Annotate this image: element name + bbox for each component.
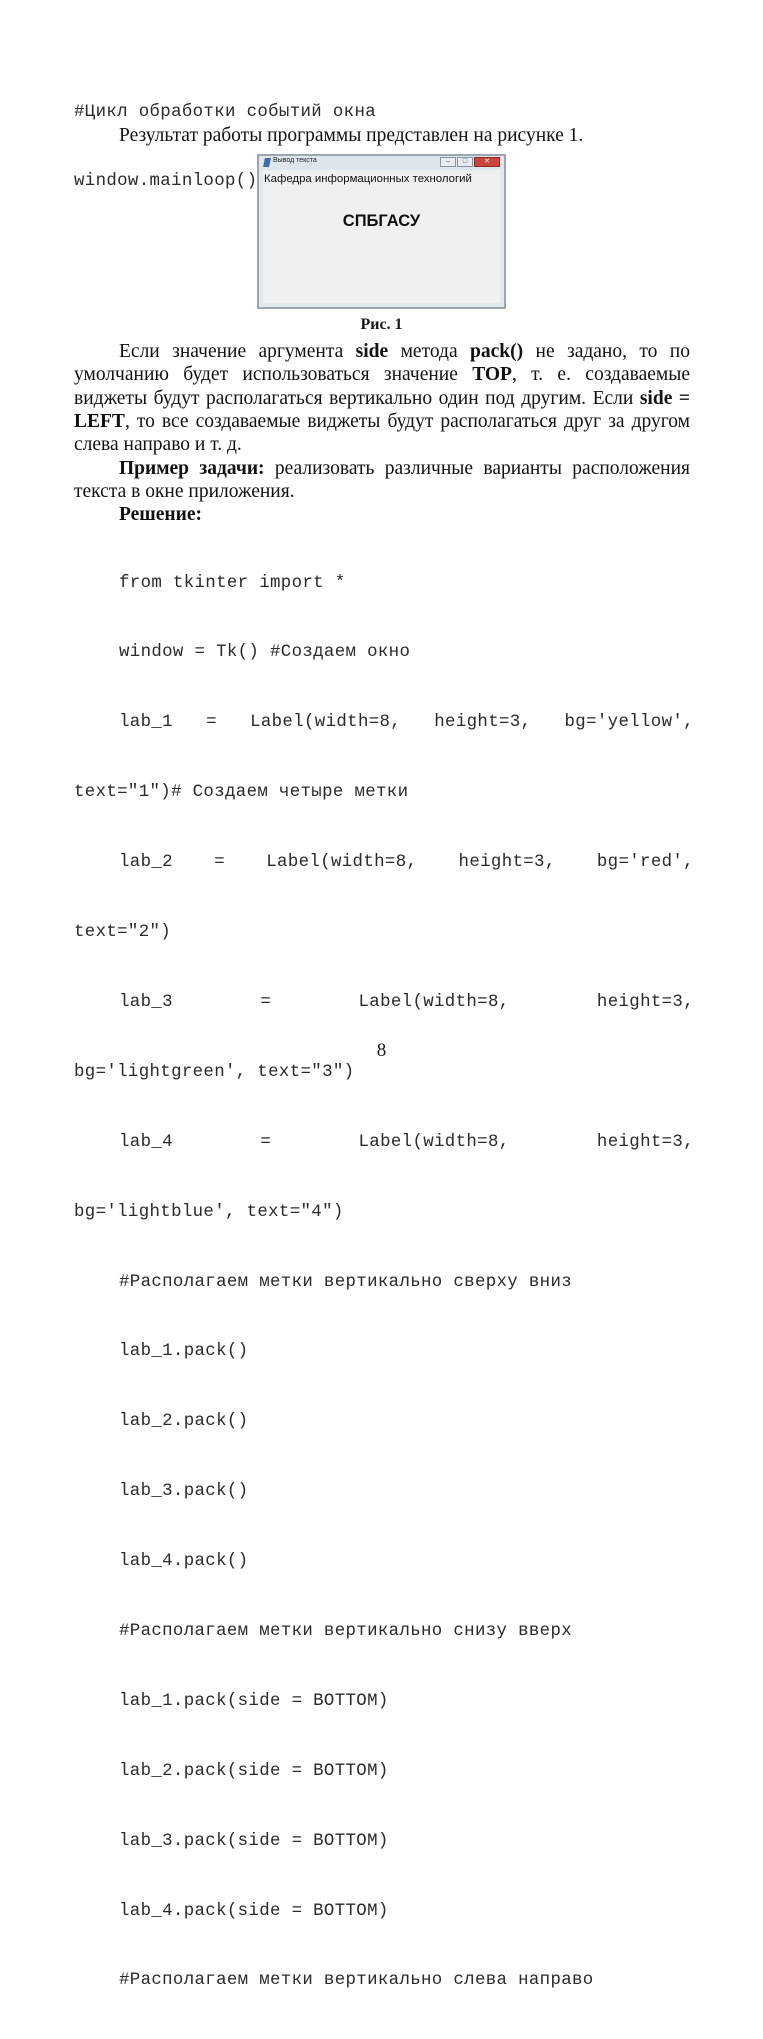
solution-heading: Решение: bbox=[119, 504, 203, 525]
code-line: lab_2.pack() bbox=[119, 1412, 249, 1432]
minimize-button[interactable]: – bbox=[440, 157, 456, 167]
code-line: window = Tk() #Создаем окно bbox=[119, 643, 411, 663]
window-titlebar bbox=[259, 156, 504, 170]
code-line: lab_3 = Label(width=8, height=3, bbox=[119, 992, 694, 1012]
code-line: #Располагаем метки вертикально слева направо bbox=[119, 1971, 594, 1991]
code-line: lab_2 = Label(width=8, height=3, bg='red', bbox=[119, 853, 694, 873]
window-title: Вывод текста bbox=[273, 157, 317, 164]
solution-code-block bbox=[74, 525, 694, 2039]
maximize-button[interactable]: □ bbox=[457, 157, 473, 167]
page-number: 8 bbox=[376, 1040, 387, 1061]
code-line: #Располагаем метки вертикально снизу вверх bbox=[119, 1621, 573, 1641]
code-line: lab_4 = Label(width=8, height=3, bbox=[119, 1132, 694, 1152]
side-paragraph: Если значение аргумента side метода pack() не задано, то по умолчанию будет использоваться значение TOP, т. е. создаваемые виджеты будут располагаться вертикально один под другим. Если side = LEFT, то все создаваемые виджеты будут располагаться друг за другом слева направо и т. д. bbox=[74, 341, 690, 456]
feather-icon bbox=[263, 158, 271, 167]
task-paragraph: Пример задачи: реализовать различные варианты расположения текста в окне приложения. bbox=[74, 458, 690, 503]
code-line: lab_4.pack() bbox=[119, 1552, 249, 1572]
code-line: lab_1 = Label(width=8, height=3, bg='yellow', bbox=[119, 713, 694, 733]
code-line: bg='lightgreen', text="3") bbox=[74, 1062, 355, 1082]
code-line: lab_1.pack(side = BOTTOM) bbox=[119, 1691, 389, 1711]
close-button[interactable]: ✕ bbox=[474, 157, 500, 167]
code-line: lab_4.pack(side = BOTTOM) bbox=[119, 1901, 389, 1921]
university-label: СПБГАСУ bbox=[342, 212, 421, 230]
code-line: from tkinter import * bbox=[119, 573, 346, 593]
code-line: window.mainloop() bbox=[74, 172, 258, 192]
code-line: text="1")# Создаем четыре метки bbox=[74, 783, 409, 803]
code-line: lab_2.pack(side = BOTTOM) bbox=[119, 1761, 389, 1781]
code-line: lab_1.pack() bbox=[119, 1342, 249, 1362]
code-line: lab_3.pack(side = BOTTOM) bbox=[119, 1831, 389, 1851]
window-controls bbox=[440, 157, 500, 167]
window-body bbox=[263, 170, 500, 303]
code-line: lab_3.pack() bbox=[119, 1482, 249, 1502]
figure-caption: Рис. 1 bbox=[360, 316, 403, 333]
code-line: text="2") bbox=[74, 923, 172, 943]
department-label: Кафедра информационных технологий bbox=[264, 173, 472, 185]
figure-window bbox=[257, 154, 506, 309]
result-paragraph: Результат работы программы представлен на рисунке 1. bbox=[119, 125, 584, 146]
code-line: #Располагаем метки вертикально сверху вниз bbox=[119, 1272, 573, 1292]
code-line: bg='lightblue', text="4") bbox=[74, 1202, 344, 1222]
code-line: #Цикл обработки событий окна bbox=[74, 102, 377, 122]
